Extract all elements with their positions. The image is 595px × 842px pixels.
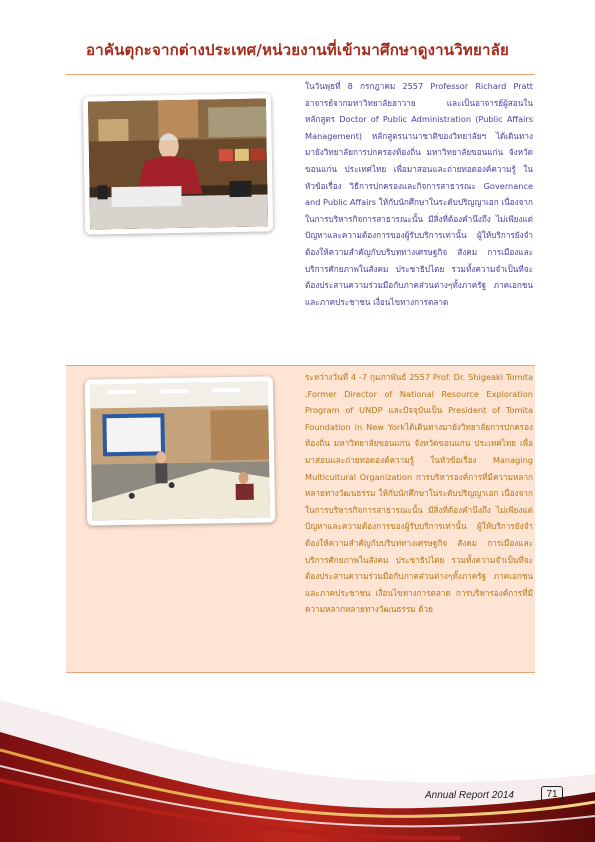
footer-label: Annual Report 2014 — [425, 790, 514, 801]
photo-cell — [66, 75, 301, 365]
page-title: อาคันตุกะจากต่างประเทศ/หน่วยงานที่เข้ามาศึกษาดูงานวิทยาลัย — [86, 41, 509, 59]
table-row — [66, 366, 535, 673]
photo-cell — [66, 366, 301, 672]
photo-professor-pratt — [83, 93, 273, 234]
activity-table — [66, 74, 535, 673]
row-text: ระหว่างวันที่ 4 -7 กุมภาพันธ์ 2557 Prof. Dr. Shigeaki Tomita ,Former Director of National Resource Exploration Program of UNDP และปัจจุบันเป็น President of Tomita Foundation in New Yorkได้เดินทางมายังวิทยาลัยการปกครองท้องถิ่น มหาวิทยาลัยขอนแก่น จังหวัดขอนแก่น ประเทศไทย เพื่อมาสอนและถ่ายทอดองค์ความรู้ ในหัวข้อเรื่อง Managing Multicultural Organization การบริหารองค์การที่มีความหลากหลายทางวัฒนธรรม ให้กับนักศึกษาในระดับปริญญาเอก เนื่องจากในการบริหารกิจการสาธารณะนั้น มีสิ่งที่ต้องคำนึงถึง ไม่เพียงแต่ปัญหาและความต้องการของผู้รับบริการเท่านั้น ผู้ให้บริการยังจำต้องให้ความสำคัญกับบริบททางเศรษฐกิจ สังคม การเมืองและบริการศักยภาพในสังคม ประชาธิปไตย รวมทั้งความจำเป็นที่จะต้องประสานความร่วมมือกับภาคส่วนต่างๆทั้งภาครัฐ ภาคเอกชน และภาคประชาชน เงื่อนไขทางการตลาด การบริหารองค์การที่มีความหลากหลายทางวัฒนธรรม ด้วย — [305, 372, 533, 615]
page-number: 71 — [541, 786, 563, 804]
decorative-swoosh — [0, 670, 595, 842]
row-text: ในวันพุธที่ 8 กรกฎาคม 2557 Professor Richard Pratt อาจารย์จากมหาวิทยาลัยฮาวาย และเป็นอาจารย์ผู้สอนในหลักสูตร Doctor of Public Administration (Public Affairs Management) หลักสูตรนานาชาติของวิทยาลัยฯ ได้เดินทางมายังวิทยาลัยการปกครองท้องถิ่น มหาวิทยาลัยขอนแก่น จังหวัดขอนแก่น ประเทศไทย เพื่อมาสอนและถ่ายทอดองค์ความรู้ ในหัวข้อเรื่อง วิธีการปกครองและกิจการสาธารณะ Governance and Public Affairs ให้กับนักศึกษาในระดับปริญญาเอก เนื่องจากในการบริหารกิจการสาธารณะนั้น มีสิ่งที่ต้องคำนึงถึง ไม่เพียงแต่ปัญหาและความต้องการของผู้รับบริการเท่านั้น ผู้ให้บริการยังจำต้องให้ความสำคัญกับบริบททางเศรษฐกิจ สังคม การเมืองและบริการศักยภาพในสังคม ประชาธิปไตย รวมทั้งความจำเป็นที่จะต้องประสานความร่วมมือกับภาคส่วนต่างๆทั้งภาครัฐ ภาคเอกชน และภาคประชาชน เงื่อนไขทางการตลาด — [305, 81, 533, 307]
photo-classroom-tomita — [85, 376, 276, 525]
table-row — [66, 75, 535, 366]
